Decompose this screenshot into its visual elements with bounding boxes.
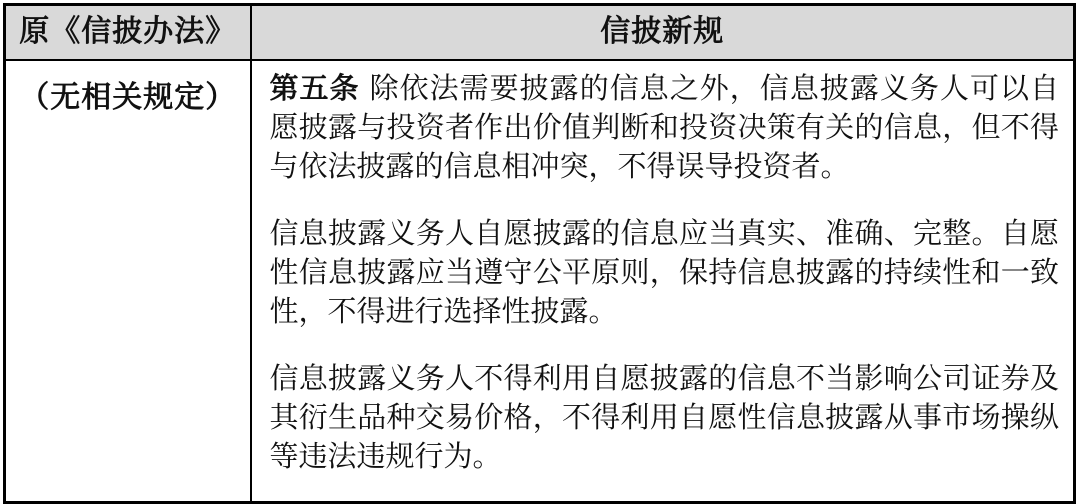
header-old-measures: 原《信披办法》: [5, 5, 251, 61]
header-row: [5, 5, 1075, 61]
article-number-label: 第五条: [269, 73, 360, 105]
article-paragraph-3: 信息披露义务人不得利用自愿披露的信息不当影响公司证券及其衍生品种交易价格，不得利用自愿性信息披露从事市场操纵等违法违规行为。: [269, 363, 1059, 473]
paragraph-1-text: 除依法需要披露的信息之外，信息披露义务人可以自愿披露与投资者作出价值判断和投资决策有关的信息，但不得与依法披露的信息相冲突，不得误导投资者。: [269, 73, 1059, 183]
comparison-table: [3, 3, 1076, 504]
table-row: [5, 60, 1075, 503]
cell-no-provision: [5, 60, 251, 503]
cell-article-five: [251, 60, 1075, 503]
header-new-rules: 信披新规: [251, 5, 1075, 61]
article-paragraph-2: 信息披露义务人自愿披露的信息应当真实、准确、完整。自愿性信息披露应当遵守公平原则，保持信息披露的持续性和一致性，不得进行选择性披露。: [269, 218, 1059, 328]
article-paragraph-1: [270, 70, 1060, 187]
no-provision-text: （无相关规定）: [19, 81, 237, 114]
